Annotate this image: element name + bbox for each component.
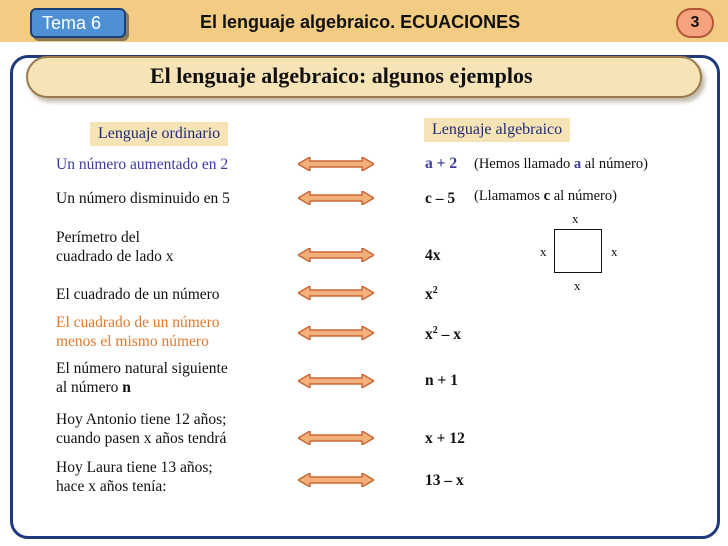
page-number-badge: 3 [676, 8, 714, 38]
ordinary-text-row-2: Un número disminuido en 5 [56, 190, 230, 207]
double-arrow-icon-row-6 [298, 374, 374, 388]
note-row-2: (Llamamos c al número) [474, 188, 617, 204]
algebraic-expression-row-1: a + 2 [425, 155, 458, 172]
square-label-top: x [572, 211, 579, 226]
ordinary-text-row-8: Hoy Laura tiene 13 años; hace x años tenía: [56, 459, 213, 495]
double-arrow-icon-row-5 [298, 326, 374, 340]
algebraic-expression-row-5: $x^2$ – x [425, 325, 461, 344]
algebraic-expression-row-4: $x^2$ [425, 285, 438, 304]
square-label-right: x [611, 244, 618, 259]
column-header-ordinary: Lenguaje ordinario [90, 122, 228, 146]
note-row-1: (Hemos llamado a al número) [474, 156, 648, 172]
double-arrow-icon-row-2 [298, 191, 374, 205]
algebraic-expression-row-8: 13 – x [425, 472, 464, 489]
ordinary-text-row-4: El cuadrado de un número [56, 286, 220, 303]
double-arrow-icon-row-7 [298, 431, 374, 445]
double-arrow-icon-row-1 [298, 157, 374, 171]
ordinary-text-row-5: El cuadrado de un número menos el mismo número [56, 314, 220, 350]
tema-label: Tema 6 [42, 13, 102, 33]
square-diagram [554, 229, 602, 273]
header-title: El lenguaje algebraico. ECUACIONES [200, 12, 521, 32]
ordinary-text-row-1: Un número aumentado en 2 [56, 156, 229, 173]
algebraic-expression-row-6: n + 1 [425, 372, 458, 389]
double-arrow-icon-row-8 [298, 473, 374, 487]
square-label-left: x [540, 244, 547, 259]
column-header-algebraic: Lenguaje algebraico [424, 118, 570, 142]
square-label-bottom: x [574, 278, 581, 293]
algebraic-expression-row-7: x + 12 [425, 430, 465, 447]
ordinary-text-row-7: Hoy Antonio tiene 12 años; cuando pasen x años tendrá [56, 411, 227, 447]
double-arrow-icon-row-4 [298, 286, 374, 300]
tema-button[interactable] [30, 8, 126, 38]
algebraic-expression-row-3: 4x [425, 247, 441, 264]
slide-title: El lenguaje algebraico: algunos ejemplos [150, 63, 533, 88]
ordinary-text-row-6: El número natural siguiente al número n [56, 360, 228, 396]
algebraic-expression-row-2: c – 5 [425, 190, 456, 207]
ordinary-text-row-3: Perímetro del cuadrado de lado x [56, 229, 174, 265]
double-arrow-icon-row-3 [298, 248, 374, 262]
